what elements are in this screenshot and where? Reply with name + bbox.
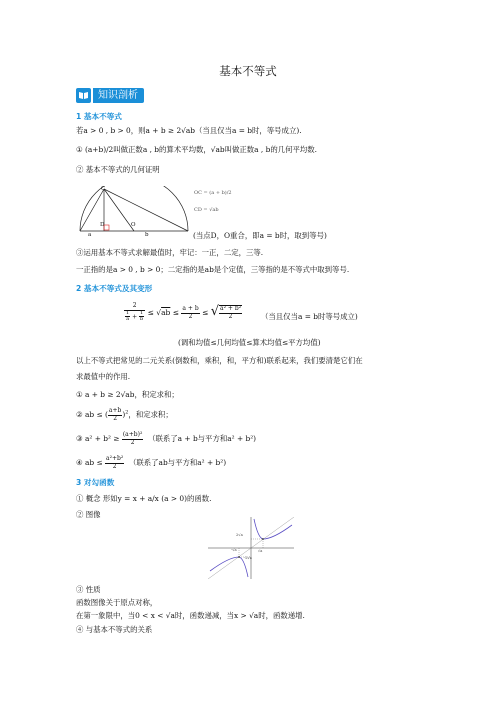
section-3-heading: 3 对勾函数 <box>76 478 115 487</box>
item3-suffix: （联系了a + b与平方和a² + b²) <box>148 434 257 444</box>
page-title: 基本不等式 <box>219 64 277 78</box>
oc-formula: OC = (a + b)/2 <box>194 190 232 196</box>
item2-suffix: ，和定求积； <box>128 410 173 420</box>
sec2-item4: ④ ab ≤ $\frac{\text{a²+b²}}{2}$ （联系了ab与平方和a² + b²) <box>76 455 227 470</box>
sec2-para1: 以上不等式把常见的二元关系(倒数和，乘积，和，平方和)联系起来，我们要清楚它们在 <box>76 356 363 365</box>
sec3-item3: ③ 性质 <box>76 585 101 594</box>
sec3-item1: ① 概念 形如y = x + a/x (a > 0)的函数. <box>76 494 212 503</box>
sec2-item3: ③ a² + b² ≥ $\frac{\text{(a+b)²}}{2}$ （联系了a + b与平方和a² + b²) <box>76 431 257 446</box>
sec2-item1: ① a + b ≥ 2√ab，积定求和； <box>76 390 179 399</box>
section-2-heading: 2 基本不等式及其变形 <box>76 284 153 293</box>
item4-suffix: （联系了ab与平方和a² + b²) <box>128 458 227 468</box>
sec1-line1: 若a > 0 , b > 0，则a + b ≥ 2√ab（当且仅当a = b时，等号成立). <box>76 126 302 135</box>
semicircle-diagram <box>78 186 193 241</box>
sec1-line2: ① (a+b)/2叫做正数a , b的算术平均数，√ab叫做正数a , b的几何平均数. <box>76 145 318 154</box>
sec3-item4: ④ 与基本不等式的关系 <box>76 625 153 634</box>
sec3-item2: ② 图像 <box>76 510 101 519</box>
point-o-label: O <box>131 222 136 228</box>
segment-b-label: b <box>145 232 149 238</box>
formula-condition: （当且仅当a = b时等号成立) <box>261 312 358 321</box>
sec2-item2: ② ab ≤ ( $\frac{a+b}{2}$ )$^2$，和定求积； <box>76 407 173 422</box>
means-chain: (调和均值≤几何均值≤算术均值≤平方均值) <box>178 338 321 347</box>
graph-label-neg-sqrta: -√a <box>231 548 237 552</box>
cd-formula: CD = √ab <box>194 207 219 213</box>
graph-label-neg-2sqrta: -2√a <box>244 556 252 560</box>
point-c-label: C <box>101 186 106 192</box>
section-1-heading: 1 基本不等式 <box>76 112 122 121</box>
sec1-line3: ② 基本不等式的几何证明 <box>76 165 160 174</box>
sec1-line4: ③运用基本不等式求解最值时，牢记：一正，二定，三等. <box>76 248 264 257</box>
hook-function-graph <box>208 517 294 582</box>
sec3-line1: 函数图像关于原点对称， <box>76 598 158 607</box>
mean-inequality-formula: 2 $\frac{1}{a}$ + $\frac{1}{b}$ ≤ √ab ≤ $\frac{a + b}{2}$ ≤ √ $\frac{\text{a² + b²}}{2}$ <box>126 302 242 323</box>
graph-label-2sqrta: 2√a <box>236 533 243 537</box>
banner-label: 知识剖析 <box>93 88 144 103</box>
graph-label-sqrta: √a <box>258 549 263 553</box>
segment-a-label: a <box>88 232 92 238</box>
sec1-line5: 一正指的是a > 0 , b > 0；二定指的是ab是个定值，三等指的是不等式中取到等号. <box>76 265 350 274</box>
point-d-label: D <box>100 222 105 228</box>
sec3-line2: 在第一象限中，当0 < x < √a时，函数递减，当x > √a时，函数递增. <box>76 611 305 620</box>
book-icon <box>76 88 91 103</box>
diagram-note: (当点D，O重合，即a = b时，取到等号) <box>193 231 327 240</box>
sec2-para2: 求最值中的作用. <box>76 372 131 381</box>
